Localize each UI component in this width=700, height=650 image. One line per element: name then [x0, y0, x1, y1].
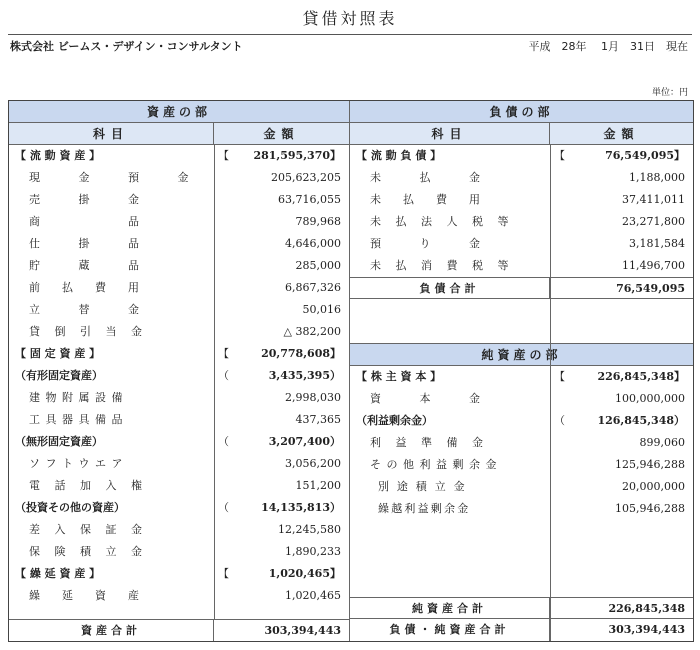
equity-total-amount: 226,845,348: [550, 597, 693, 619]
row-label: 【 株 主 資 本 】: [356, 370, 442, 383]
assets-section-header: 資産の部: [9, 101, 349, 123]
table-row: [350, 233, 693, 255]
open-bracket: 【: [218, 567, 229, 580]
row-amount: 6,867,326: [285, 281, 341, 294]
table-row: [350, 189, 693, 211]
table-row: [350, 476, 693, 498]
liabilities-col-item: 科目: [350, 123, 550, 145]
open-bracket: 【: [554, 370, 565, 383]
row-amount: 63,716,055: [278, 193, 341, 206]
open-bracket: 【: [218, 149, 229, 162]
open-bracket: （: [554, 414, 565, 427]
table-row: [350, 432, 693, 454]
assets-col-item: 科目: [9, 123, 214, 145]
table-row: [9, 519, 349, 541]
blank-gap: [350, 299, 693, 344]
table-row: [350, 498, 693, 520]
row-label: 貸 倒 引 当 金: [29, 325, 148, 338]
table-row: [9, 475, 349, 497]
table-row: [9, 541, 349, 563]
row-amount: 11,496,700: [622, 259, 685, 272]
row-amount: 1,188,000: [629, 171, 685, 184]
balance-sheet-table: [8, 100, 694, 642]
table-row: [350, 211, 693, 233]
row-label: 前 払 費 用: [29, 281, 145, 294]
table-row: [350, 255, 693, 277]
title-rule: [8, 34, 692, 35]
row-amount: 20,778,608】: [261, 347, 341, 360]
row-amount: 76,549,095】: [605, 149, 685, 162]
row-label: 未 払 費 用: [370, 193, 486, 206]
liabilities-rows: [350, 145, 693, 277]
equity-section-header: 純資産の部: [350, 344, 693, 366]
table-row: [9, 431, 349, 453]
assets-total-amount: 303,394,443: [214, 619, 349, 641]
row-label: 保 険 積 立 金: [29, 545, 148, 558]
table-row: [350, 167, 693, 189]
row-label: 商 品: [29, 215, 145, 228]
row-label: 未 払 金: [370, 171, 486, 184]
row-amount: 437,365: [295, 413, 341, 426]
row-label: 貯 蔵 品: [29, 259, 145, 272]
row-amount: 226,845,348】: [597, 370, 685, 383]
row-label: ソフトウエア: [29, 457, 128, 470]
row-amount: 1,890,233: [285, 545, 341, 558]
row-amount: 14,135,813）: [261, 501, 341, 514]
table-row: [9, 387, 349, 409]
row-amount: 12,245,580: [278, 523, 341, 536]
row-amount: 105,946,288: [615, 502, 685, 515]
table-row: [9, 277, 349, 299]
liabilities-col-amount: 金額: [550, 123, 693, 145]
row-amount: 125,946,288: [615, 458, 685, 471]
assets-column-divider: [214, 145, 215, 619]
row-label: 売 掛 金: [29, 193, 145, 206]
row-amount: 100,000,000: [615, 392, 685, 405]
row-amount: 126,845,348）: [597, 414, 685, 427]
table-row: [9, 321, 349, 343]
assets-section: [9, 101, 349, 641]
table-row: [350, 366, 693, 388]
row-label: 仕 掛 品: [29, 237, 145, 250]
assets-rows: [9, 145, 349, 607]
table-row: [350, 388, 693, 410]
row-label: 利 益 準 備 金: [370, 436, 489, 449]
row-label: 現 金 預 金: [29, 171, 194, 184]
table-row: [9, 145, 349, 167]
row-amount: 3,435,395）: [268, 369, 341, 382]
row-label: （有形固定資産）: [15, 369, 103, 382]
row-amount: 23,271,800: [622, 215, 685, 228]
table-row: [9, 211, 349, 233]
row-amount: 50,016: [302, 303, 341, 316]
row-amount: 4,646,000: [285, 237, 341, 250]
row-label: 繰 延 資 産: [29, 589, 145, 602]
grand-total-amount: 303,394,443: [608, 623, 685, 636]
table-row: [350, 454, 693, 476]
row-label: 【 流 動 資 産 】: [15, 149, 101, 162]
row-amount: 1,020,465】: [268, 567, 341, 580]
open-bracket: 【: [554, 149, 565, 162]
liabilities-section-header: 負債の部: [350, 101, 693, 123]
row-amount: 789,968: [295, 215, 341, 228]
table-row: [9, 409, 349, 431]
row-amount: 285,000: [295, 259, 341, 272]
row-amount: 151,200: [295, 479, 341, 492]
row-amount: 899,060: [639, 436, 685, 449]
row-label: （投資その他の資産）: [15, 501, 125, 514]
open-bracket: 【: [218, 347, 229, 360]
row-label: 電 話 加 入 権: [29, 479, 148, 492]
table-row: [350, 145, 693, 167]
table-row: [9, 299, 349, 321]
open-bracket: （: [218, 369, 229, 382]
table-row: [9, 167, 349, 189]
table-row: [9, 365, 349, 387]
company-name: 株式会社 ビームス・デザイン・コンサルタント: [10, 40, 243, 53]
table-row: [9, 563, 349, 585]
row-label: 【 流 動 負 債 】: [356, 149, 442, 162]
row-label: 【 固 定 資 産 】: [15, 347, 101, 360]
row-label: （無形固定資産）: [15, 435, 103, 448]
row-label: 【 繰 延 資 産 】: [15, 567, 101, 580]
table-row: [9, 497, 349, 519]
report-date: 平成 28年 1月 31日 現在: [528, 40, 688, 53]
table-row: [9, 453, 349, 475]
page-title: 貸借対照表: [302, 9, 398, 28]
row-label: （利益剰余金）: [356, 414, 433, 427]
table-row: [9, 255, 349, 277]
row-amount: 205,623,205: [271, 171, 341, 184]
row-label: 工具器具備品: [29, 413, 128, 426]
row-amount: 3,056,200: [285, 457, 341, 470]
row-label: 預 り 金: [370, 237, 486, 250]
row-label: 未 払 法 人 税 等: [370, 215, 514, 228]
row-amount: 20,000,000: [622, 480, 685, 493]
row-amount: 3,181,584: [629, 237, 685, 250]
open-bracket: （: [218, 501, 229, 514]
open-bracket: （: [218, 435, 229, 448]
equity-total-label: 純資産合計: [350, 597, 550, 619]
row-label: 建物附属設備: [29, 391, 128, 404]
row-amount: △ 382,200: [283, 325, 341, 338]
table-row: [9, 585, 349, 607]
liabilities-equity-section: [350, 101, 693, 641]
row-amount: 2,998,030: [285, 391, 341, 404]
row-label: その他利益剰余金: [370, 458, 502, 471]
row-amount: 281,595,370】: [253, 149, 341, 162]
liabilities-column-divider: [550, 145, 551, 641]
unit-label: 単位：円: [651, 88, 688, 98]
row-label: 繰越利益剰余金: [378, 502, 471, 515]
table-row: [350, 410, 693, 432]
row-amount: 37,411,011: [622, 193, 685, 206]
row-label: 立 替 金: [29, 303, 145, 316]
assets-total-label: 資産合計: [9, 619, 214, 641]
table-row: [9, 343, 349, 365]
row-label: 未 払 消 費 税 等: [370, 259, 514, 272]
equity-rows: [350, 366, 693, 520]
row-label: 別 途 積 立 金: [378, 480, 467, 493]
liabilities-total-amount: 76,549,095: [550, 277, 693, 299]
table-row: [9, 233, 349, 255]
row-label: 資 本 金: [370, 392, 486, 405]
assets-col-amount: 金額: [214, 123, 349, 145]
table-row: [9, 189, 349, 211]
row-amount: 3,207,400）: [268, 435, 341, 448]
row-label: 差 入 保 証 金: [29, 523, 148, 536]
liabilities-total-label: 負債合計: [350, 277, 550, 299]
grand-total-label: 負債・純資産合計: [350, 619, 550, 641]
row-amount: 1,020,465: [285, 589, 341, 602]
